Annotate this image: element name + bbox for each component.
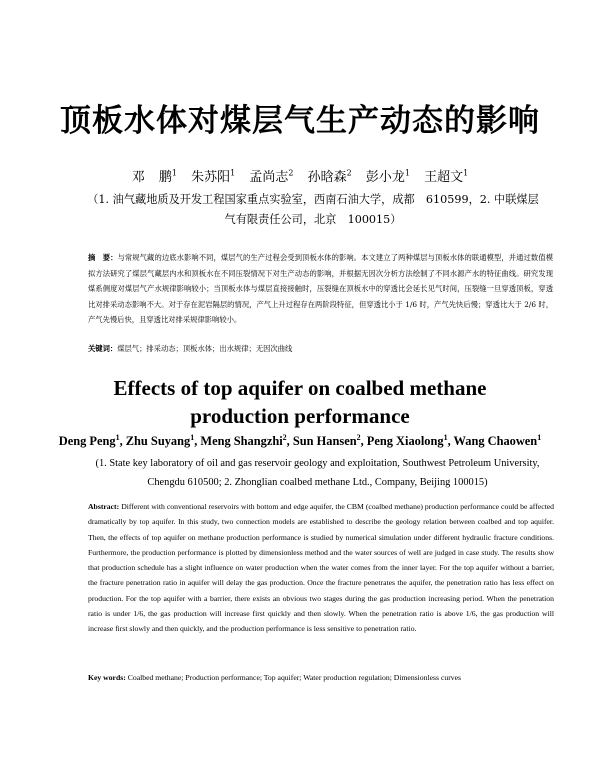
english-author: Zhu Suyang$^1$, <box>125 433 201 449</box>
chinese-title: 顶板水体对煤层气生产动态的影响 <box>60 103 540 139</box>
english-abstract-text: Different with conventional reservoirs with bottom and edge aquifer, the CBM (coalbed methane) production performance could be affected dramatically by top aquifer. In this study, two connection models are established to describe the geology relation between coalbed and top aquifer. Then, the effects of top aquifer on methane production performance is studied by numerical simulation under different hydraulic fracture conditions. Furthermore, the production performance is plotted by dimensionless method and the water sources of well are judged in case study. The results show that production schedule has a slight influence on water production when the water comes from the inner layer. For the top aquifer without a barrier, the fracture penetration ratio in aquifer will delay the gas production. Once the fracture penetrates the aquifer, the penetration ratio has less effect on production. For the top aquifer with a barrier, there exists an obvious two stages during the gas production increasing period. When the penetration ratio is under 1/6, the gas production will increase first quickly and then slowly. When the penetration ratio is above 1/6, the gas production will increase first slowly and then quickly, and the production performance is less sensitive to penetration ratio. <box>88 502 555 634</box>
english-keywords-text: Coalbed methane; Production performance; Top aquifer; Water production regulation; Dimensionless curves <box>127 673 462 682</box>
chinese-author: 朱苏阳$^1$ <box>191 168 236 185</box>
chinese-keywords-text: 煤层气；排采动态；顶板水体；出水规律；无因次曲线 <box>117 344 293 353</box>
english-keywords <box>88 670 554 685</box>
english-author: Meng Shangzhi$^2$, <box>200 433 293 449</box>
english-affiliation: (1. State key laboratory of oil and gas reservoir geology and exploitation, Southwest Petroleum University, Chengdu 610500; 2. Zhonglian coalbed methane Ltd., Company, Beijing 100015) <box>95 458 540 488</box>
english-author: Sun Hansen$^2$, <box>292 433 367 449</box>
english-title: Effects of top aquifer on coalbed methane production performance <box>113 376 487 428</box>
chinese-abstract-label: 摘 要： <box>88 253 118 262</box>
chinese-abstract-text: 与常规气藏的边底水影响不同，煤层气的生产过程会受到顶板水体的影响。本文建立了两种煤层与顶板水体的联通模型，并通过数值模拟方法研究了煤层气藏层内水和顶板水在不同压裂情况下对生产动态的影响，并根据无因次分析方法绘制了不同水源产水的特征曲线。研究发现煤系侧度对煤层气产水规律影响较小；当顶板水体与煤层直接接触时，压裂缝在顶板水中的穿透比会延长见气时间，压裂缝一旦穿透顶板，穿透比对排采动态影响不大。对于存在泥岩隔层的情况，产气上升过程存在两阶段特征，但穿透比小于 1/6 时，产气先快后慢；穿透比大于 2/6 时，产气先慢后快，且穿透比对排采规律影响较小。 <box>88 253 553 325</box>
chinese-keywords-label: 关键词： <box>88 344 118 353</box>
chinese-affiliation: （1. 油气藏地质及开发工程国家重点实验室，西南石油大学，成都 610599，2. 中联煤层 气有限责任公司，北京 100015） <box>87 193 539 226</box>
english-abstract <box>88 499 554 637</box>
english-keywords-label: Key words: <box>88 673 126 682</box>
english-author-list <box>0 433 600 449</box>
chinese-abstract <box>88 250 553 328</box>
chinese-author: 孙晗森$^2$ <box>307 168 352 185</box>
english-author: Deng Peng$^1$, <box>58 433 126 449</box>
chinese-author: 孟尚志$^2$ <box>249 168 294 185</box>
english-author: Wang Chaowen$^1$ <box>453 433 542 449</box>
chinese-author: 彭小龙$^1$ <box>365 168 410 185</box>
chinese-author: 邓 鹏$^1$ <box>131 168 177 185</box>
english-abstract-label: Abstract: <box>88 502 120 511</box>
chinese-author: 王超文$^1$ <box>424 168 469 185</box>
english-author: Peng Xiaolong$^1$, <box>366 433 454 449</box>
chinese-keywords <box>88 344 553 354</box>
chinese-author-list <box>0 166 600 185</box>
